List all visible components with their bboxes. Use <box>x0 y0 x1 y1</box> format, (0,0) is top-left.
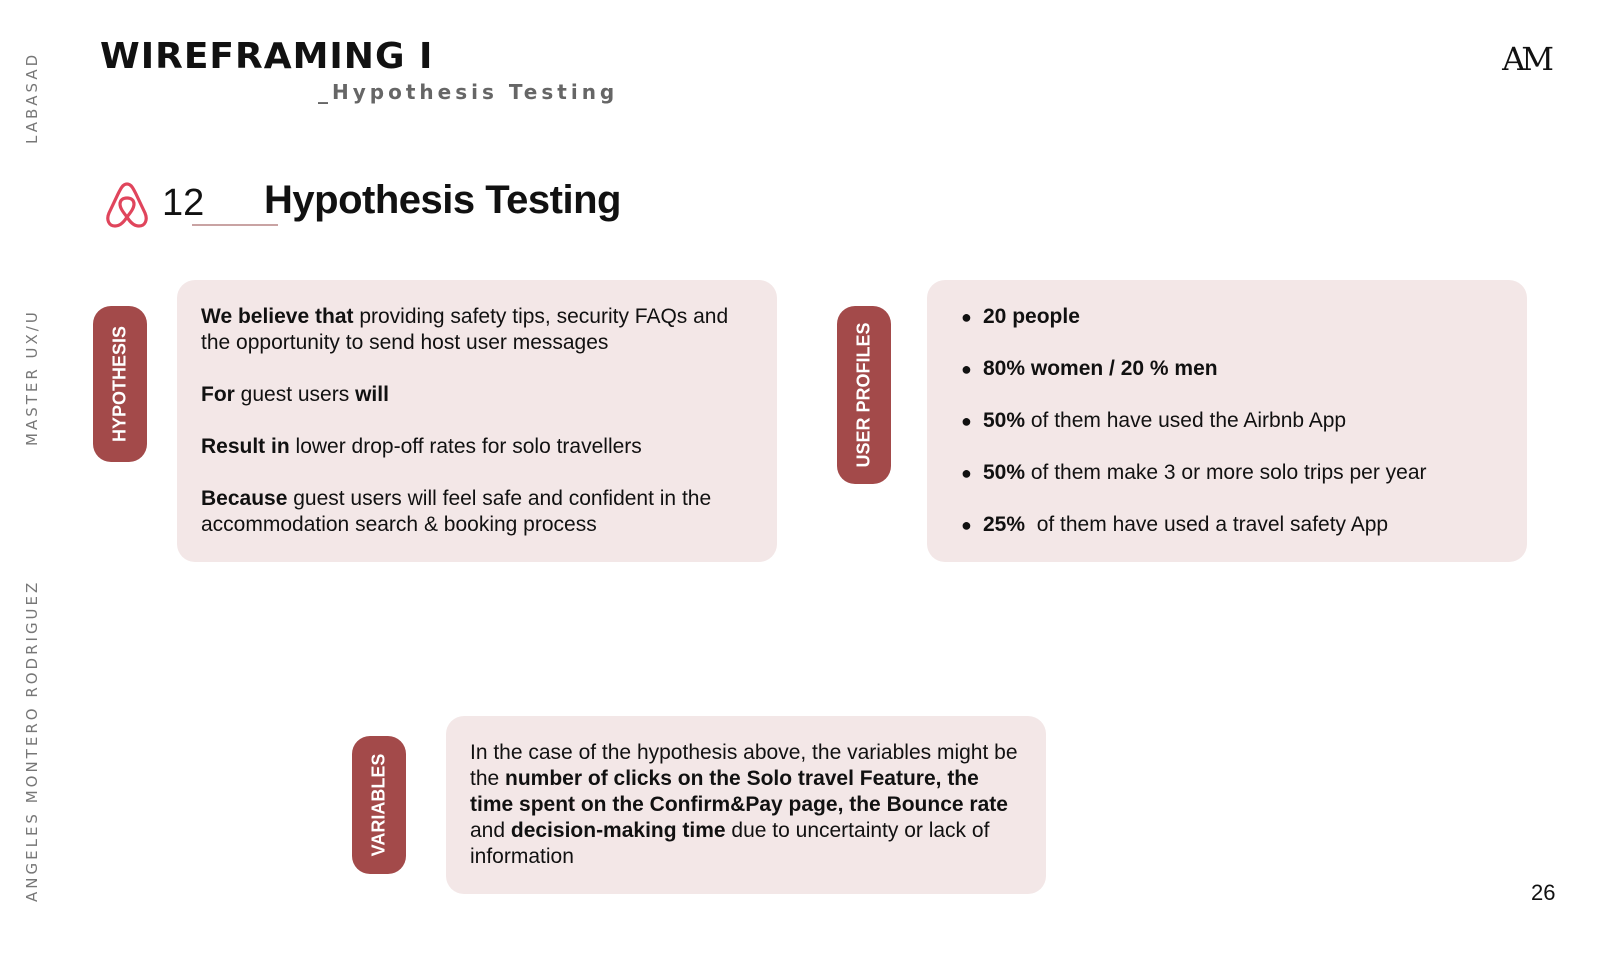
user-profiles-tag <box>837 306 891 484</box>
variables-tag <box>352 736 406 874</box>
hypothesis-tag <box>93 306 147 462</box>
user-profiles-tag-label: USER PROFILES <box>853 322 874 468</box>
variables-card <box>446 716 1046 894</box>
airbnb-logo-icon <box>104 180 150 230</box>
sidebar <box>0 0 50 960</box>
bullet-icon: ● <box>961 463 972 483</box>
section-underline <box>192 224 278 226</box>
author-logo: AM <box>1502 40 1550 78</box>
list-item: ● 50% of them have used the Airbnb App <box>961 409 1347 432</box>
user-profiles-card <box>927 280 1527 562</box>
sidebar-label-school: LABASAD <box>23 51 41 144</box>
bullet-icon: ● <box>961 307 972 327</box>
hypothesis-tag-label: HYPOTHESIS <box>109 325 130 443</box>
sidebar-label-program: MASTER UX/U <box>23 309 41 446</box>
list-item: ● 25% of them have used a travel safety App <box>961 513 1389 536</box>
bullet-icon: ● <box>961 515 972 535</box>
bullet-icon: ● <box>961 359 972 379</box>
hypothesis-card <box>177 280 777 562</box>
list-item: ● 80% women / 20 % men <box>961 357 1218 380</box>
section-number: 12 <box>162 182 205 224</box>
page-title: WIREFRAMING I <box>100 36 434 77</box>
list-item: ● 20 people <box>961 305 1080 328</box>
sidebar-label-author: ANGELES MONTERO RODRIGUEZ <box>23 579 41 902</box>
hypothesis-belief: We believe that providing safety tips, security FAQs and the opportunity to send host user messages <box>201 305 729 354</box>
page-number: 26 <box>1531 880 1556 905</box>
hypothesis-target: For guest users will <box>201 383 389 406</box>
hypothesis-result: Result in lower drop-off rates for solo travellers <box>201 435 642 458</box>
variables-tag-label: VARIABLES <box>368 753 389 857</box>
page-subtitle: _Hypothesis Testing <box>318 80 619 104</box>
hypothesis-reason: Because guest users will feel safe and confident in the accommodation search & booking process <box>201 487 712 536</box>
section-title: Hypothesis Testing <box>264 178 621 222</box>
bullet-icon: ● <box>961 411 972 431</box>
variables-text: In the case of the hypothesis above, the variables might be the number of clicks on the Solo travel Feature, the time spent on the Confirm&Pay page, the Bounce rate and decision-making time due to uncertainty or lack of information <box>470 741 1018 868</box>
list-item: ● 50% of them make 3 or more solo trips per year <box>961 461 1427 484</box>
